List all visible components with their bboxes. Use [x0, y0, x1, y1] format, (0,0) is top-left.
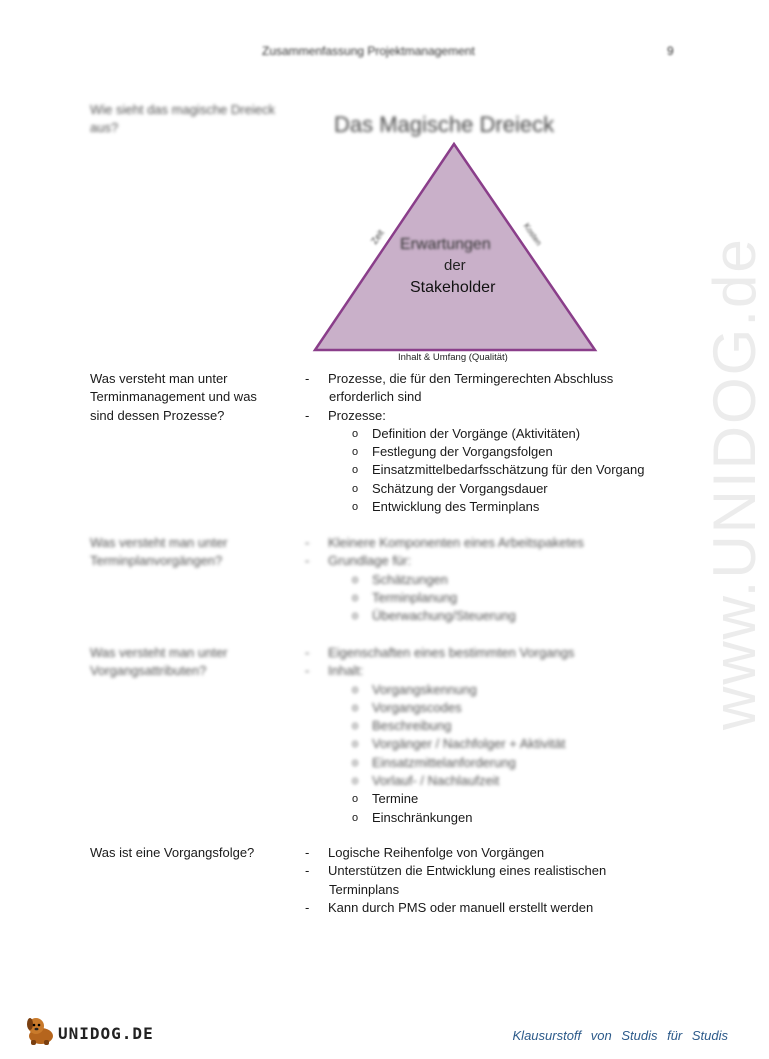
circle-bullet: o [352, 573, 359, 586]
list-item [305, 899, 665, 917]
circle-bullet: o [352, 464, 359, 477]
sub-list-item [305, 480, 665, 498]
watermark: www.UNIDOG.de [701, 237, 768, 730]
circle-bullet: o [352, 446, 359, 459]
sub-list-item [305, 443, 665, 461]
circle-bullet: o [352, 482, 359, 495]
diagram-question [90, 101, 290, 138]
circle-bullet: o [352, 610, 359, 623]
dash-bullet: - [305, 407, 310, 423]
question-text [90, 844, 290, 862]
triangle-center-line-2: der [444, 257, 466, 274]
circle-bullet: o [352, 756, 359, 769]
list-item [305, 370, 665, 388]
sub-list-item [305, 809, 665, 827]
dog-logo-icon [24, 1014, 58, 1046]
list-item-text: Überwachung/Steuerung [372, 608, 516, 624]
list-item [305, 862, 665, 880]
circle-bullet: o [352, 701, 359, 714]
question-text [90, 644, 290, 681]
list-item-text: Unterstützen die Entwicklung eines realistischen [328, 863, 607, 879]
diagram-title: Das Magische Dreieck [334, 112, 555, 137]
list-item [305, 662, 665, 680]
question-line: Vorgangsattributen? [90, 663, 207, 679]
sub-list-item [305, 589, 665, 607]
dash-bullet: - [305, 663, 310, 679]
dash-bullet: - [305, 863, 310, 879]
list-item-text: Beschreibung [372, 718, 452, 734]
answer-list [305, 644, 665, 827]
sub-list-item [305, 735, 665, 753]
dash-bullet: - [305, 371, 310, 386]
list-item-text: Kleinere Komponenten eines Arbeitspaketes [328, 535, 584, 550]
list-item-text: Schätzungen [372, 571, 448, 587]
circle-bullet: o [352, 427, 359, 440]
question-text [90, 370, 290, 425]
list-item-text: Einsatzmittelbedarfsschätzung für den Vorgang [372, 462, 645, 478]
triangle-left-label: Zeit [369, 227, 386, 247]
list-item [305, 644, 665, 662]
circle-bullet: o [352, 591, 359, 604]
list-item-text: Vorgangscodes [372, 699, 462, 715]
question-line: Was versteht man unter [90, 371, 228, 386]
sub-list-item [305, 571, 665, 589]
question-line: Terminplanvorgängen? [90, 553, 223, 569]
list-item-text: Logische Reihenfolge von Vorgängen [328, 845, 545, 860]
list-item [305, 534, 665, 552]
list-item [305, 881, 665, 899]
sub-list-item [305, 607, 665, 625]
dash-bullet: - [305, 645, 310, 660]
circle-bullet: o [352, 738, 359, 751]
page-header [0, 44, 750, 64]
list-item-text: Termine [372, 791, 419, 807]
triangle-base-label: Inhalt & Umfang (Qualität) [398, 352, 508, 363]
footer-brand: UNIDOG.DE [58, 1024, 154, 1043]
triangle-center-line-3: Stakeholder [410, 279, 496, 296]
list-item-text: Inhalt: [328, 663, 364, 679]
circle-bullet: o [352, 720, 359, 733]
list-item-text: Einsatzmittelanforderung [372, 754, 516, 770]
answer-list [305, 844, 665, 917]
circle-bullet: o [352, 501, 359, 514]
list-item [305, 552, 665, 570]
list-item [305, 844, 665, 862]
list-item-text: Kann durch PMS oder manuell erstellt werden [328, 899, 594, 915]
triangle-right-label: Kosten [521, 221, 544, 248]
triangle-center-line-1: Erwartungen [400, 236, 491, 253]
footer-slogan: Klausurstoff von Studis für Studis [512, 1028, 728, 1043]
question-line: Was ist eine Vorgangsfolge? [90, 845, 255, 860]
sub-list-item [305, 717, 665, 735]
sub-list-item [305, 754, 665, 772]
list-item-text: Terminplanung [372, 589, 458, 605]
circle-bullet: o [352, 775, 359, 788]
answer-list [305, 534, 665, 625]
list-item [305, 407, 665, 425]
list-item-text: Vorgänger / Nachfolger + Aktivität [372, 736, 566, 752]
question-text [90, 534, 290, 571]
sub-list-item [305, 790, 665, 808]
list-item-text: Prozesse: [328, 407, 386, 423]
sub-list-item [305, 681, 665, 699]
page-number: 9 [667, 44, 674, 58]
diagram-question-line: Wie sieht das magische Dreieck [90, 102, 275, 117]
sub-list-item [305, 772, 665, 790]
list-item-text: Vorlauf- / Nachlaufzeit [372, 773, 500, 789]
list-item-text: Schätzung der Vorgangsdauer [372, 480, 548, 496]
answer-list [305, 370, 665, 516]
list-item-text: erforderlich sind [329, 389, 422, 405]
sub-list-item [305, 461, 665, 479]
list-item [305, 388, 665, 406]
list-item-text: Eigenschaften eines bestimmten Vorgangs [328, 645, 575, 660]
list-item-text: Einschränkungen [372, 809, 473, 825]
list-item-text: Grundlage für: [328, 553, 412, 569]
list-item-text: Festlegung der Vorgangsfolgen [372, 444, 553, 460]
question-line: Terminmanagement und was [90, 389, 257, 405]
dash-bullet: - [305, 899, 310, 915]
list-item-text: Definition der Vorgänge (Aktivitäten) [372, 425, 581, 441]
sub-list-item [305, 425, 665, 443]
question-line: Was versteht man unter [90, 535, 228, 550]
diagram-question-line: aus? [90, 120, 119, 136]
header-title: Zusammenfassung Projektmanagement [262, 44, 475, 58]
list-item-text: Prozesse, die für den Termingerechten Abschluss [328, 371, 614, 386]
circle-bullet: o [352, 793, 359, 806]
sub-list-item [305, 498, 665, 516]
dash-bullet: - [305, 553, 310, 569]
dash-bullet: - [305, 845, 310, 860]
dash-bullet: - [305, 535, 310, 550]
circle-bullet: o [352, 683, 359, 696]
question-line: Was versteht man unter [90, 645, 228, 660]
sub-list-item [305, 699, 665, 717]
list-item-text: Vorgangskennung [372, 681, 477, 697]
list-item-text: Entwicklung des Terminplans [372, 499, 540, 515]
list-item-text: Terminplans [329, 881, 400, 897]
question-line: sind dessen Prozesse? [90, 407, 225, 423]
circle-bullet: o [352, 811, 359, 824]
